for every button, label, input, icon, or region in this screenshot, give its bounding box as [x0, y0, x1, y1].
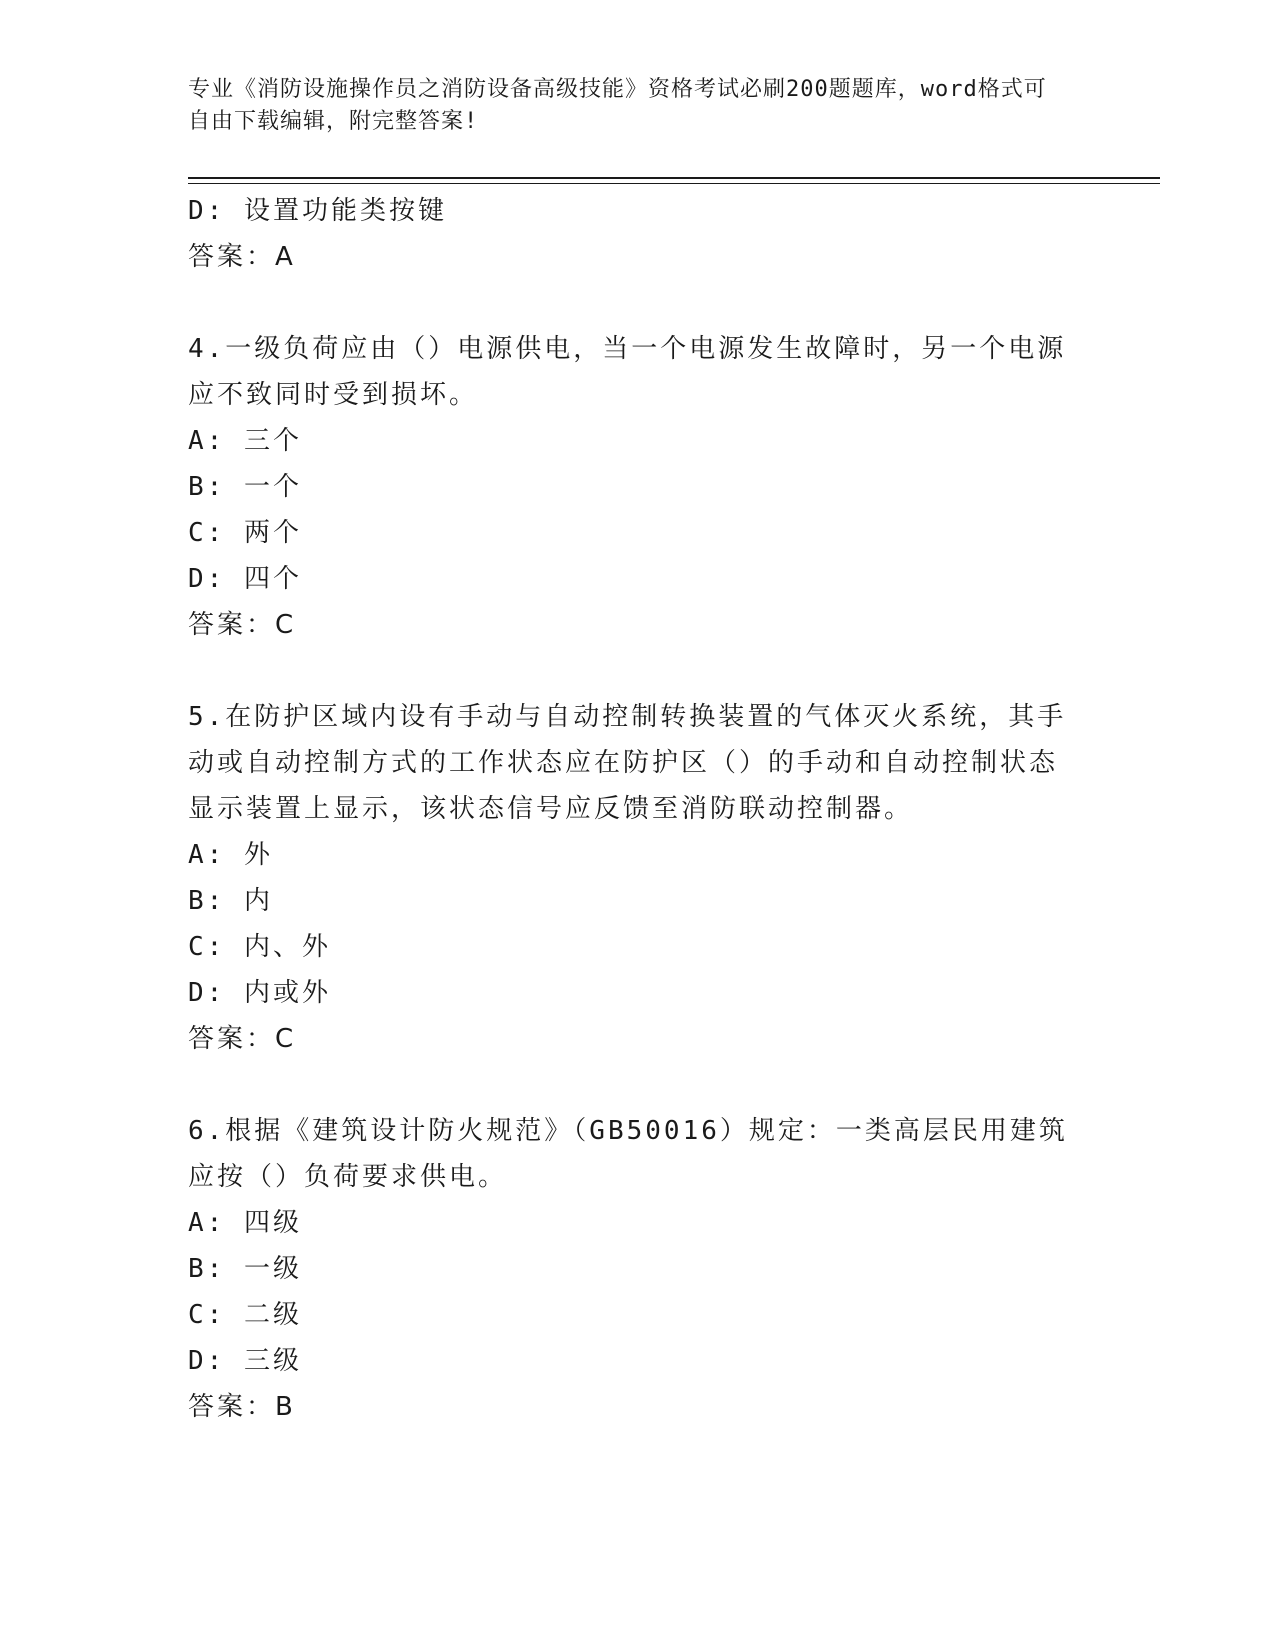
option-b: B: 一级	[188, 1254, 302, 1284]
question-4	[188, 326, 1088, 648]
option-d: D: 设置功能类按键	[188, 196, 447, 226]
document-content	[188, 188, 1088, 1430]
option-b: B: 内	[188, 886, 273, 916]
header-rule-thick	[188, 177, 1160, 179]
option-d: D: 三级	[188, 1346, 302, 1376]
option-d: D: 内或外	[188, 978, 331, 1008]
option-c: C: 两个	[188, 518, 302, 548]
answer: 答案：A	[188, 242, 296, 272]
answer: 答案：B	[188, 1392, 296, 1422]
page-header: 专业《消防设施操作员之消防设备高级技能》资格考试必刷200题题库，word格式可自由下载编辑，附完整答案!	[188, 77, 1047, 134]
question-5	[188, 694, 1088, 1062]
question-stem: 4.一级负荷应由（）电源供电，当一个电源发生故障时，另一个电源应不致同时受到损坏。	[188, 334, 1067, 410]
option-c: C: 二级	[188, 1300, 302, 1330]
answer: 答案：C	[188, 610, 297, 640]
option-a: A: 三个	[188, 426, 302, 456]
option-d: D: 四个	[188, 564, 302, 594]
question-stem: 5.在防护区域内设有手动与自动控制转换装置的气体灭火系统，其手动或自动控制方式的工作状态应在防护区（）的手动和自动控制状态显示装置上显示，该状态信号应反馈至消防联动控制器。	[188, 702, 1067, 824]
option-a: A: 外	[188, 840, 273, 870]
option-a: A: 四级	[188, 1208, 302, 1238]
partial-question	[188, 188, 1088, 280]
question-6	[188, 1108, 1088, 1430]
header-rule-thin	[188, 183, 1160, 184]
question-stem: 6.根据《建筑设计防火规范》（GB50016）规定：一类高层民用建筑应按（）负荷要求供电。	[188, 1116, 1068, 1192]
answer: 答案：C	[188, 1024, 297, 1054]
option-c: C: 内、外	[188, 932, 331, 962]
option-b: B: 一个	[188, 472, 302, 502]
